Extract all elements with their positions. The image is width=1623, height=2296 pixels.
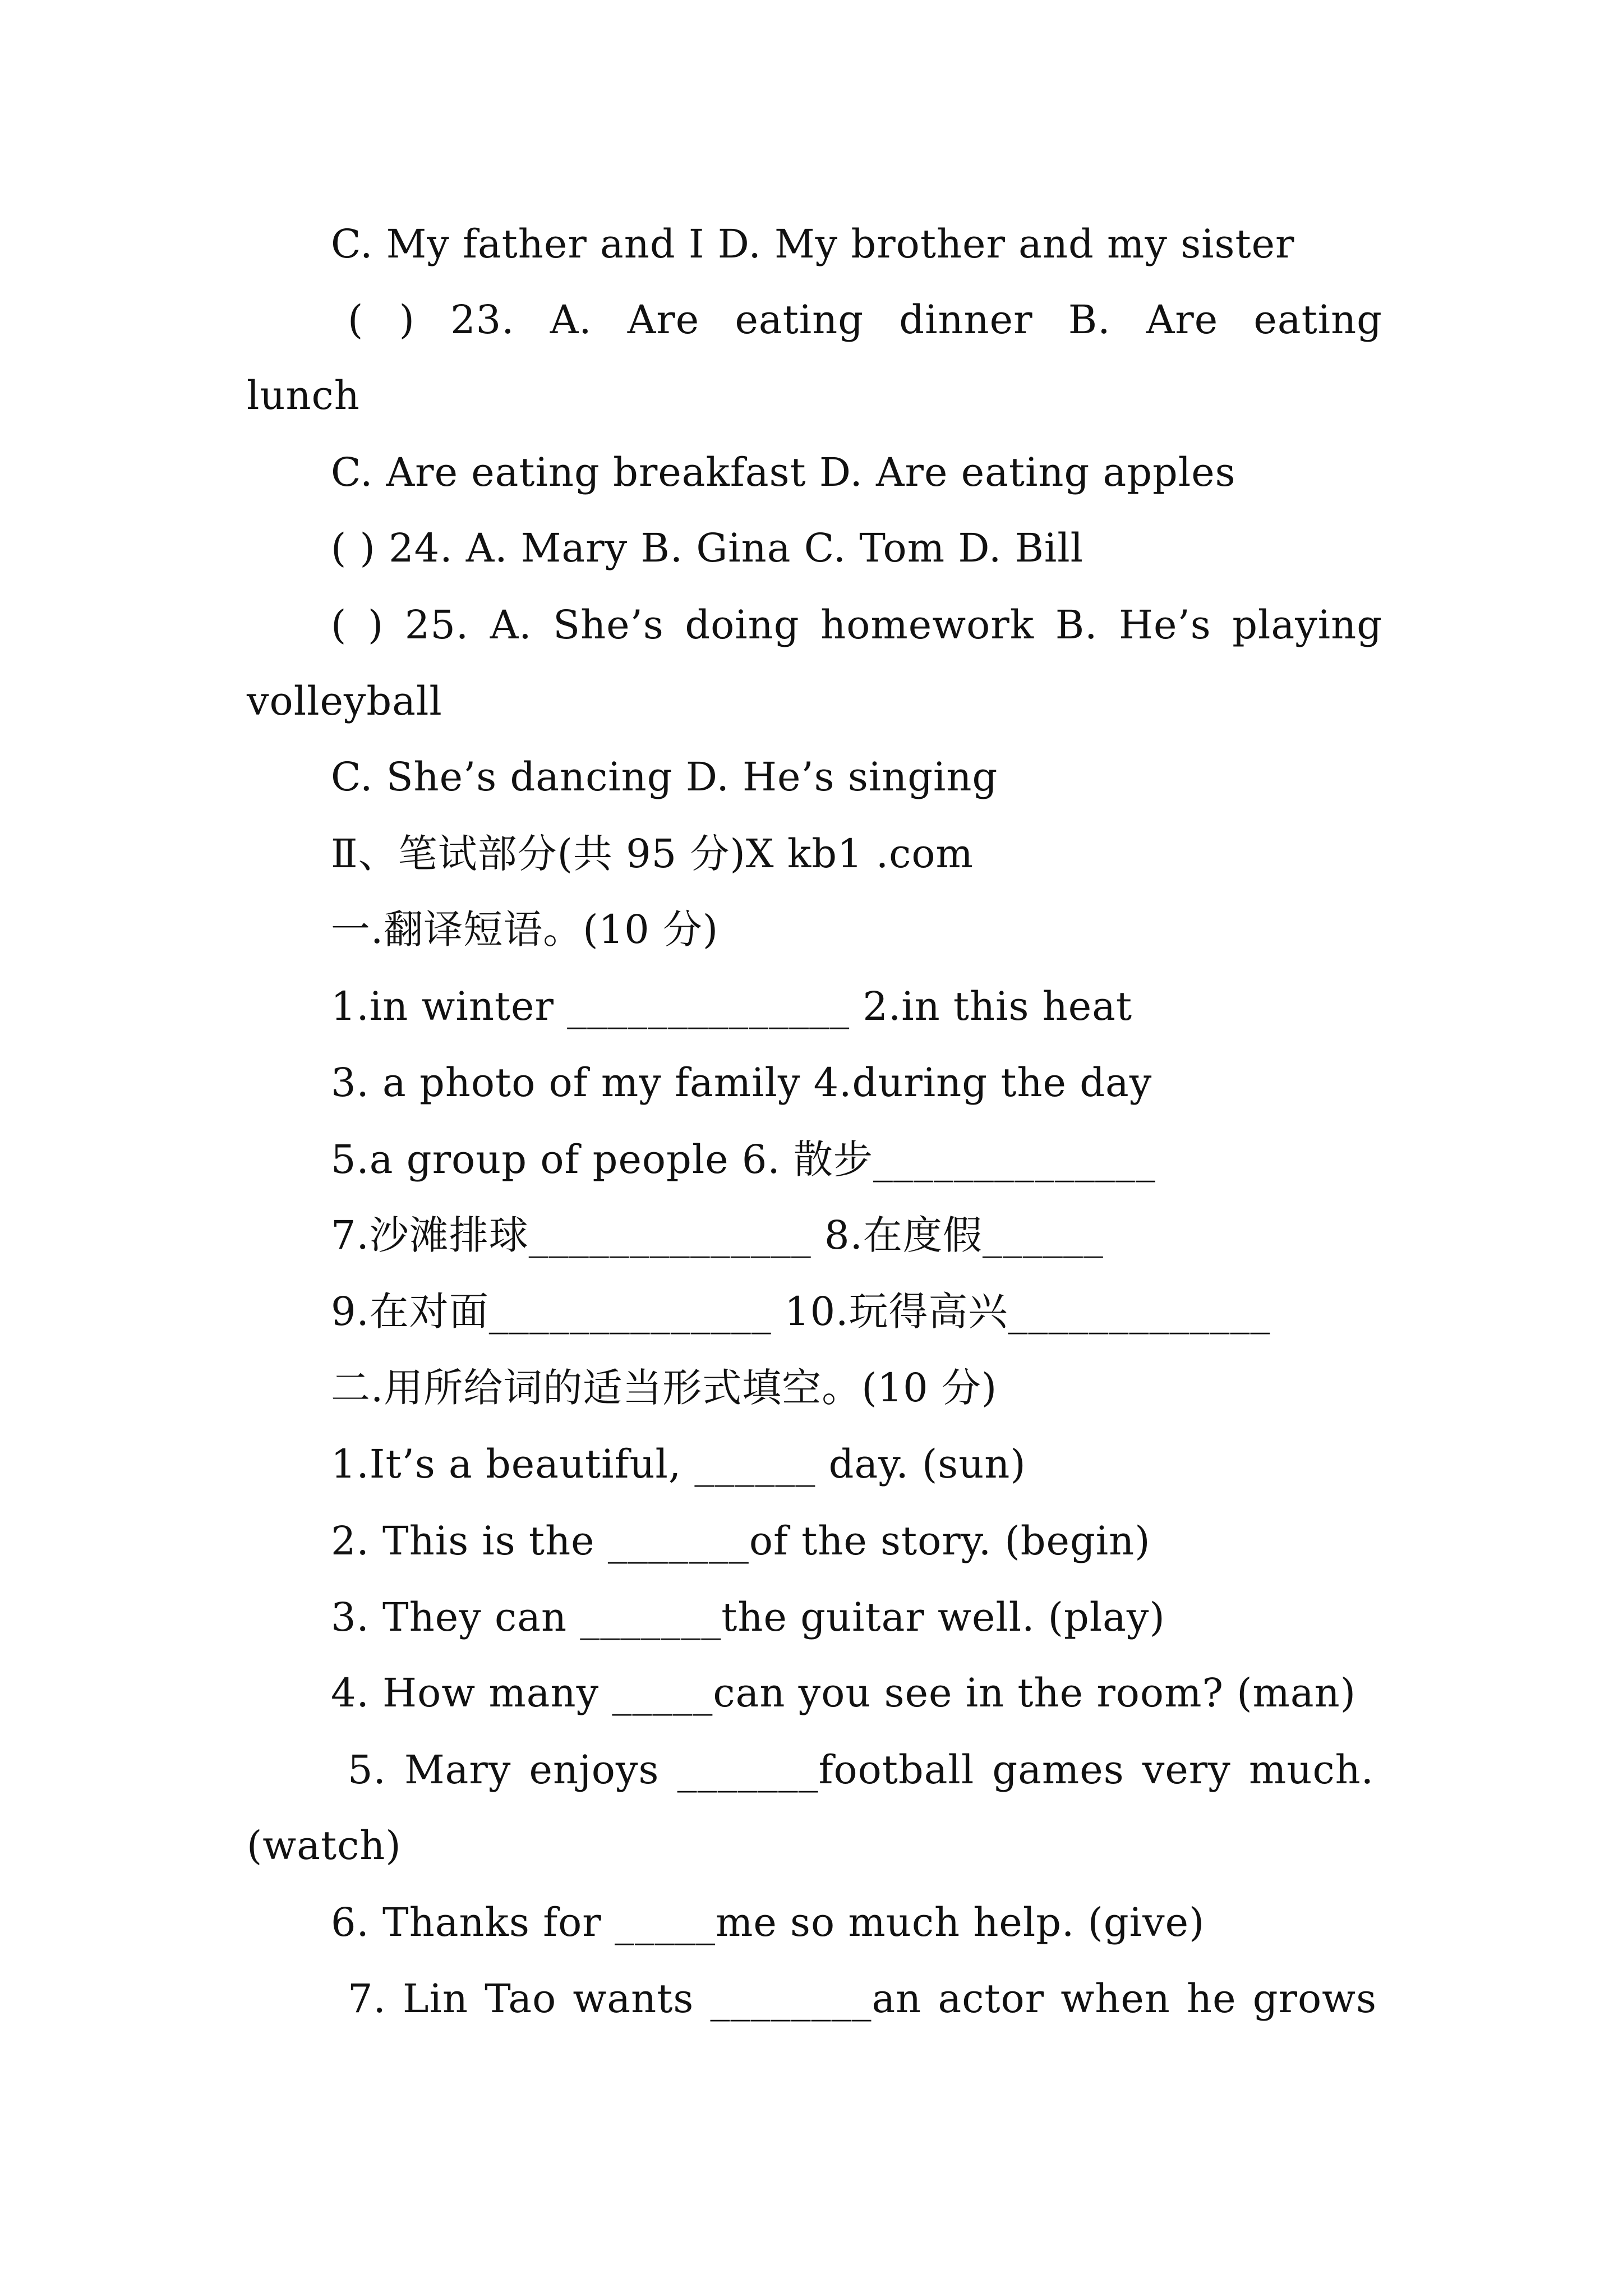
- translate-item-9-10: 9.在对面______________ 10.玩得高兴_____________: [331, 1289, 1271, 1335]
- word-form-item-6: 6. Thanks for _____me so much help. (give): [331, 1899, 1205, 1945]
- word-form-item-7: 7. Lin Tao wants ________an actor when he grows: [348, 1976, 1377, 2022]
- word-form-item-4: 4. How many _____can you see in the room? (man): [331, 1670, 1357, 1716]
- word-form-item-3: 3. They can _______the guitar well. (play): [331, 1594, 1165, 1640]
- word-form-item-5-continuation: (watch): [247, 1823, 402, 1869]
- text-line-c-options-22: C. My father and I D. My brother and my sister: [331, 221, 1295, 267]
- word-form-item-2: 2. This is the _______of the story. (begin): [331, 1518, 1151, 1564]
- section-heading-word-forms: 二.用所给词的适当形式填空。(10 分): [331, 1365, 998, 1411]
- section-heading-translate: 一.翻译短语。(10 分): [331, 907, 719, 953]
- question-23: ( ) 23. A. Are eating dinner B. Are eating: [348, 297, 1382, 343]
- question-23-continuation: lunch: [247, 372, 360, 418]
- translate-item-7-8: 7.沙滩排球______________ 8.在度假______: [331, 1212, 1104, 1258]
- question-24: ( ) 24. A. Mary B. Gina C. Tom D. Bill: [331, 525, 1084, 571]
- question-25-continuation: volleyball: [247, 678, 442, 724]
- text-line-c-options-23: C. Are eating breakfast D. Are eating apples: [331, 449, 1236, 495]
- translate-item-3-4: 3. a photo of my family 4.during the day: [331, 1060, 1152, 1106]
- word-form-item-5: 5. Mary enjoys _______football games very much.: [348, 1747, 1374, 1793]
- translate-item-5-6: 5.a group of people 6. 散步______________: [331, 1137, 1156, 1182]
- question-25: ( ) 25. A. She’s doing homework B. He’s playing: [331, 602, 1382, 648]
- section-heading-written-part: Ⅱ、笔试部分(共 95 分)X kb1 .com: [331, 831, 974, 877]
- translate-item-1-2: 1.in winter ______________ 2.in this heat: [331, 983, 1133, 1029]
- word-form-item-1: 1.It’s a beautiful, ______ day. (sun): [331, 1441, 1026, 1487]
- text-line-c-options-25: C. She’s dancing D. He’s singing: [331, 754, 998, 800]
